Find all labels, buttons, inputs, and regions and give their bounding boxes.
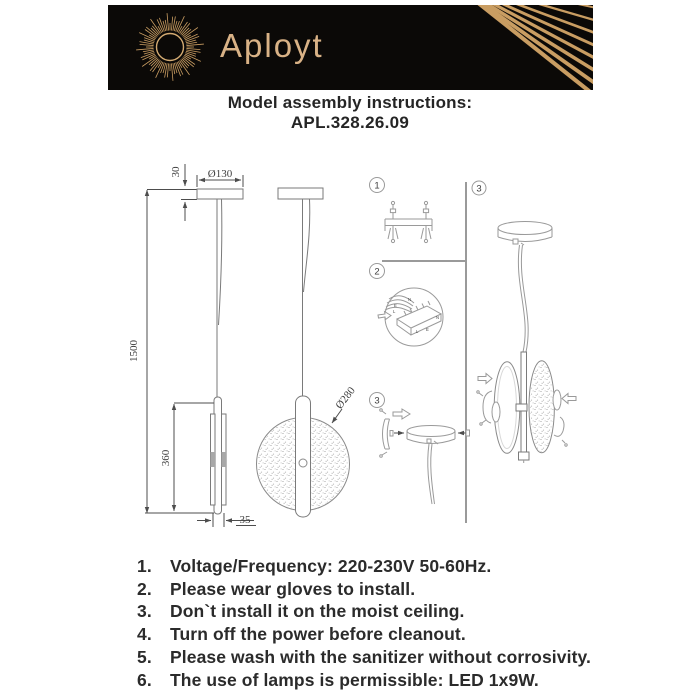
model-number: APL.328.26.09 (290, 113, 410, 132)
canopy-side (197, 189, 243, 199)
ring-left (492, 402, 500, 422)
item-number: 1. (137, 556, 152, 576)
wire-label-l2: L (416, 329, 419, 334)
dim-label-35: 35 (239, 514, 251, 526)
step-1-panel (370, 178, 433, 243)
side-view (128, 164, 256, 527)
bracket-screw (421, 201, 431, 242)
item-number: 3. (137, 601, 152, 622)
item-text: Voltage/Frequency: 220-230V 50-60Hz. (170, 556, 492, 576)
wire-label-e2: E (426, 327, 429, 332)
rod-hub (299, 459, 307, 467)
direction-arrow-icon (393, 409, 410, 419)
item-number: 6. (137, 669, 152, 690)
instruction-item (137, 669, 677, 692)
disc-textured-fill (530, 362, 553, 452)
item-text: Please wear gloves to install. (170, 578, 416, 599)
lamp-rod-front (296, 396, 311, 517)
step-3b-number: 3 (476, 183, 482, 195)
dim-label-280: Ø280 (333, 384, 358, 412)
item-number: 4. (137, 624, 152, 645)
mount-ring-right (554, 417, 564, 436)
item-text: Turn off the power before cleanout. (170, 624, 466, 645)
insert-arrow-icon (378, 312, 391, 320)
wire-label-e: E (394, 303, 397, 308)
dim-label-360: 360 (160, 449, 172, 467)
step-1-number: 1 (374, 180, 380, 192)
item-text: Don`t install it on the moist ceiling. (170, 601, 465, 622)
instruction-item (137, 646, 677, 669)
instruction-item (137, 555, 677, 578)
step-2-number: 2 (374, 266, 380, 278)
wire-label-n: N (408, 297, 412, 302)
instruction-item (137, 578, 677, 601)
attach-arrow-right-icon (562, 394, 576, 404)
front-view (257, 188, 359, 517)
attach-arrow-left-icon (478, 374, 492, 384)
dim-label-1500: 1500 (128, 340, 140, 362)
item-number: 2. (137, 578, 152, 599)
disc-hub (222, 452, 227, 467)
step-3-panel (370, 393, 470, 505)
instructions-list (137, 555, 677, 691)
step-3-number: 3 (374, 395, 380, 407)
dim-label-30: 30 (170, 166, 182, 178)
step-3b-panel (472, 181, 576, 463)
canopy-3d (407, 426, 455, 437)
wire-label-l: L (393, 309, 396, 314)
instruction-item (137, 600, 677, 623)
page-title: Model assembly instructions: (227, 93, 473, 112)
rod-endcap (519, 452, 530, 460)
bracket-screw (388, 201, 398, 242)
mounting-strap (383, 419, 390, 449)
item-number: 5. (137, 646, 152, 667)
instruction-item (137, 623, 677, 646)
canopy-assembled (498, 222, 552, 235)
wire-label-n2: N (436, 315, 440, 320)
ring-right (553, 390, 561, 410)
hanging-cable (428, 444, 435, 504)
disc-hub (211, 452, 216, 467)
rod-joint (516, 404, 527, 411)
brand-name: Aployt (220, 27, 324, 64)
mount-ring-left (483, 391, 492, 423)
step-2-panel (370, 264, 444, 347)
item-text: The use of lamps is permissible: LED 1x9W. (170, 669, 539, 690)
canopy-front (278, 188, 323, 199)
item-text: Please wash with the sanitizer without corrosivity. (170, 646, 591, 667)
dim-label-130: Ø130 (207, 168, 233, 180)
terminal-block (397, 306, 441, 335)
assembled-cable (518, 245, 528, 352)
